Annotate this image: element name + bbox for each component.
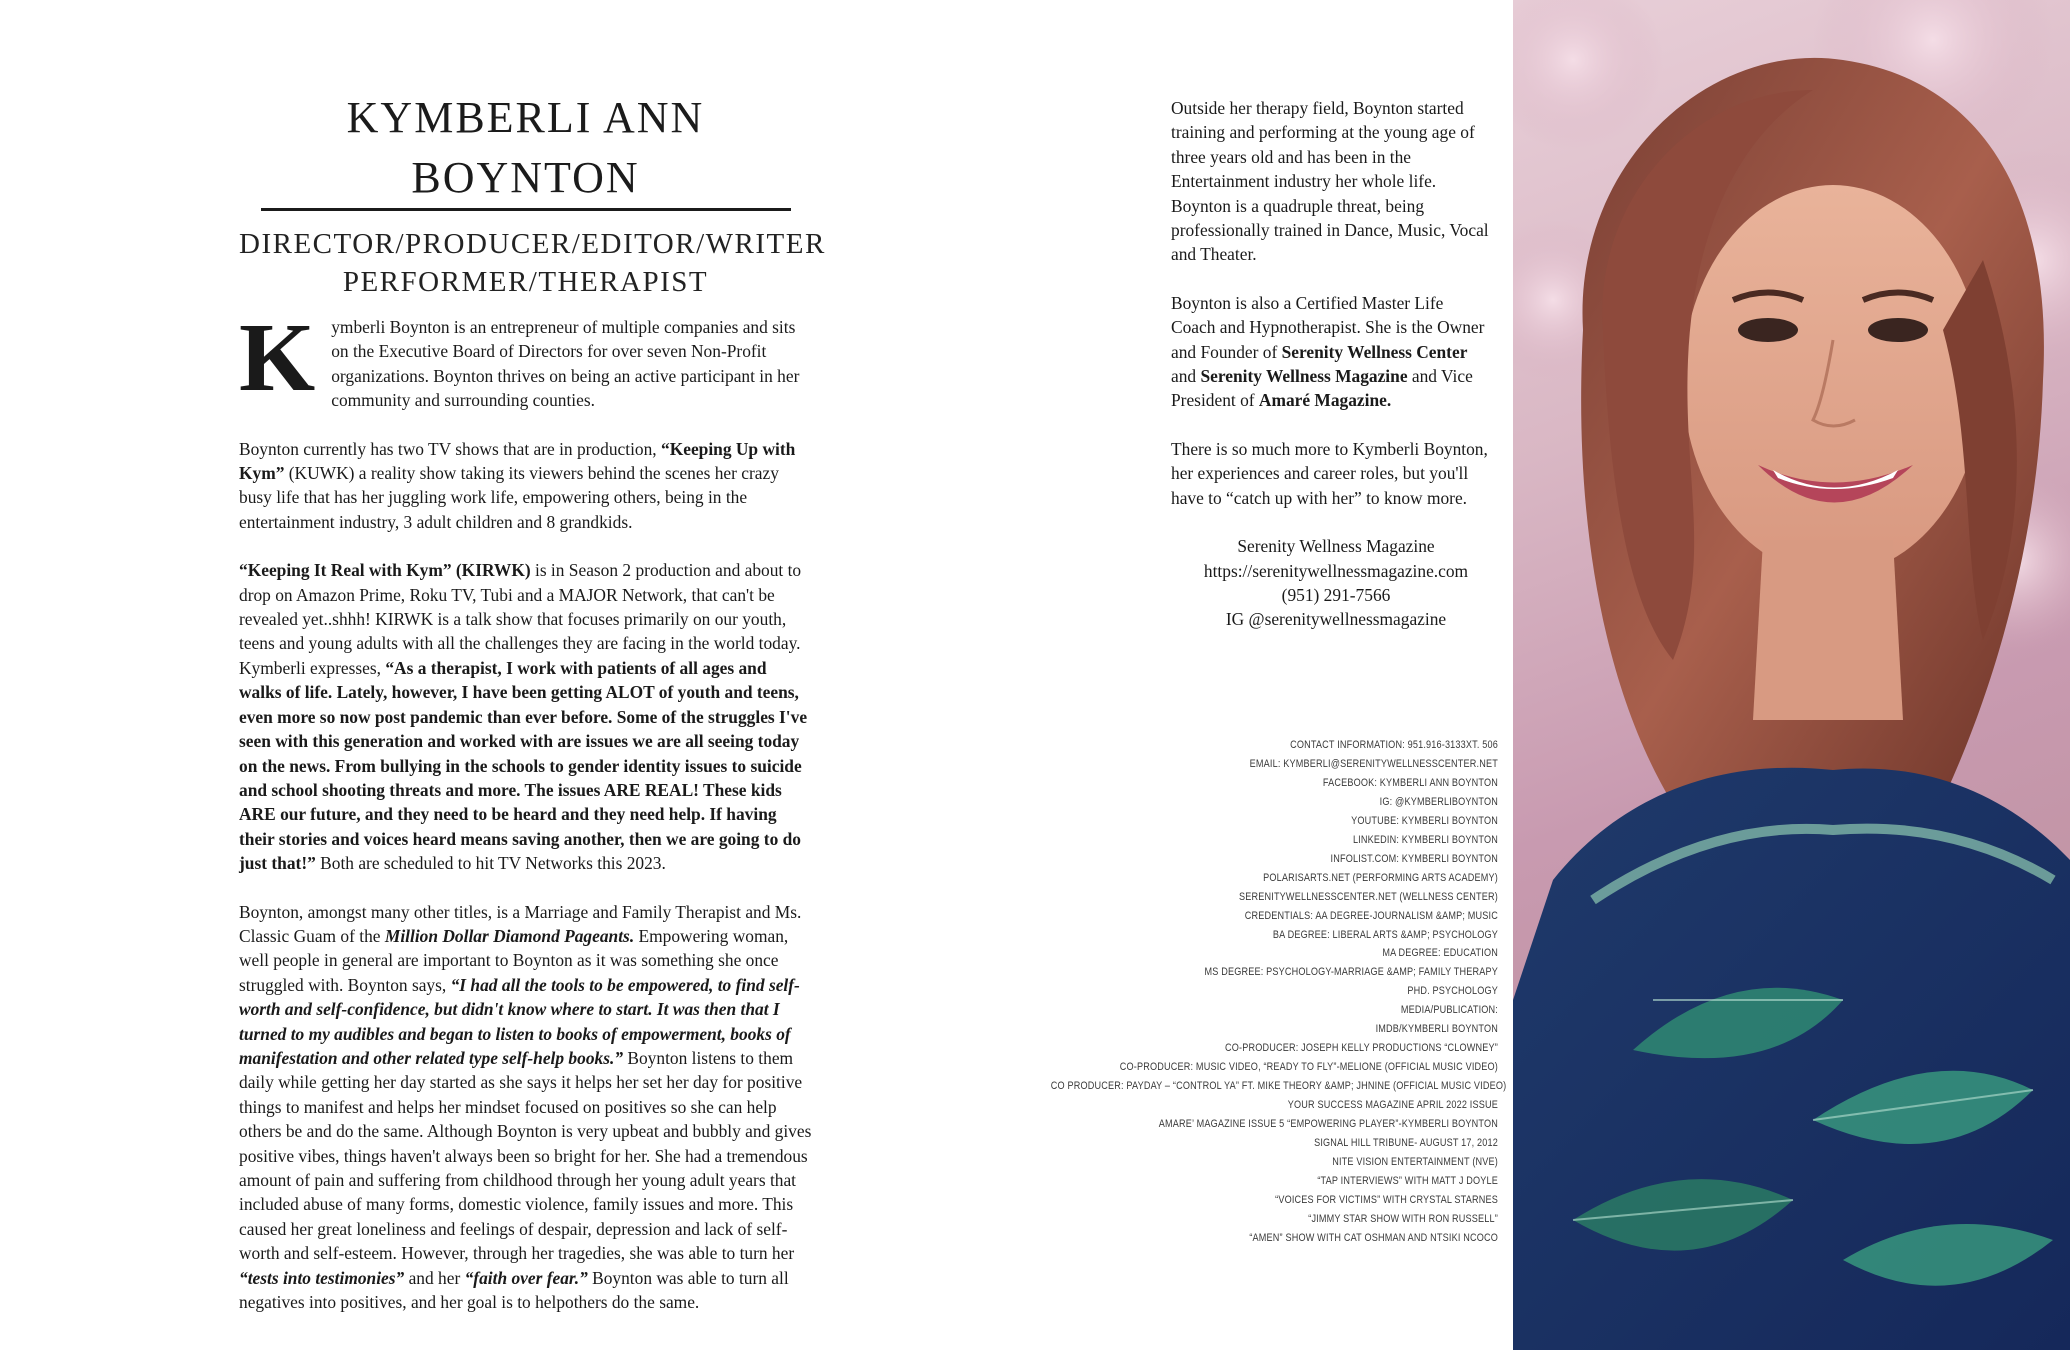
show-title-kirwk: “Keeping It Real with Kym” (KIRWK) xyxy=(239,560,531,581)
article-body xyxy=(239,304,812,1314)
website-link[interactable]: https://serenitywellnessmagazine.com xyxy=(1203,560,1469,581)
credit-line: “AMEN” SHOW WITH CAT OSHMAN AND NTSIKI NCOCO xyxy=(1249,1231,1498,1244)
credit-line: YOUTUBE: KYMBERLI BOYNTON xyxy=(1351,814,1498,827)
text-run: (KUWK) a reality show taking its viewers behind the scenes her crazy busy life that has her juggling work life, empowering others, being in the entertainment industry, 3 adult children and 8 grandkids. xyxy=(239,463,779,532)
credit-line: LINKEDIN: KYMBERLI BOYNTON xyxy=(1352,833,1498,846)
credit-line: NITE VISION ENTERTAINMENT (NVE) xyxy=(1332,1155,1498,1168)
pageant-name: Million Dollar Diamond Pageants. xyxy=(384,925,635,946)
credit-line: CO PRODUCER: PAYDAY – “CONTROL YA” FT. MIKE THEORY &AMP; JHNINE (OFFICIAL MUSIC VIDEO) xyxy=(1050,1080,1507,1093)
intro-paragraph xyxy=(239,304,812,413)
intro-text: ymberli Boynton is an entrepreneur of multiple companies and sits on the Executive Board of Directors for over seven Non-Profit organizations. Boynton thrives on being an active participant in her community and surrounding counties. xyxy=(331,317,800,411)
quote-italic: “faith over fear.” xyxy=(464,1267,588,1288)
phone-number: (951) 291-7566 xyxy=(1281,584,1391,605)
credit-line: POLARISARTS.NET (PERFORMING ARTS ACADEMY) xyxy=(1263,871,1498,884)
credit-line: EMAIL: KYMBERLI@SERENITYWELLNESSCENTER.NET xyxy=(1249,757,1498,770)
text-run: Boynton is also a Certified Master Life Coach and Hypnotherapist. She is the Owner and Founder of xyxy=(1171,292,1485,362)
roles-line-2: PERFORMER/THERAPIST xyxy=(342,266,709,298)
credit-line: FACEBOOK: KYMBERLI ANN BOYNTON xyxy=(1322,776,1498,789)
credit-line: BA DEGREE: LIBERAL ARTS &AMP; PSYCHOLOGY xyxy=(1272,928,1498,941)
coach-paragraph xyxy=(1171,291,1491,413)
portrait-illustration xyxy=(1513,0,2070,1350)
credit-line: CO-PRODUCER: JOSEPH KELLY PRODUCTIONS “CLOWNEY” xyxy=(1224,1042,1498,1055)
text-run: Boynton was able to turn all negatives into positives, and her goal is to helpothers do the same. xyxy=(239,1267,789,1313)
text-run: Boynton listens to them daily while getting her day started as she says it helps her set her day for positive things to manifest and helps her mindset focused on positives so she can help others be and do the same. Although Boynton is very upbeat and bubbly and gives positive vibes, things haven't always been so bright for her. She had a tremendous amount of pain and suffering from childhood through her young adult years that included abuse of many forms, domestic violence, family issues and more. This caused her great loneliness and feelings of despair, depression and lack of self-worth and self-esteem. However, through her tragedies, she was able to turn her xyxy=(239,1047,812,1264)
credit-line: IG: @KYMBERLIBOYNTON xyxy=(1379,795,1498,808)
tv-shows-paragraph xyxy=(239,437,812,535)
credit-line: INFOLIST.COM: KYMBERLI BOYNTON xyxy=(1330,852,1498,865)
entertainment-paragraph: Outside her therapy field, Boynton started training and performing at the young age of three years old and has been in the Entertainment industry her whole life. Boynton is a quadruple threat, being professionally trained in Dance, Music, Vocal and Theater. xyxy=(1171,98,1489,265)
credits-list xyxy=(1050,736,1507,1248)
article-right-column xyxy=(1171,96,1491,632)
credit-line: MA DEGREE: EDUCATION xyxy=(1382,947,1498,960)
roles-line-1: DIRECTOR/PRODUCER/EDITOR/WRITER xyxy=(239,228,826,260)
magazine-name: Serenity Wellness Magazine xyxy=(1237,536,1435,557)
text-run: Both are scheduled to hit TV Networks this 2023. xyxy=(315,853,666,874)
text-run: and xyxy=(1171,366,1201,387)
credit-line: AMARE’ MAGAZINE ISSUE 5 “EMPOWERING PLAYER”-KYMBERLI BOYNTON xyxy=(1158,1118,1498,1131)
contact-block xyxy=(1171,534,1501,632)
credit-line: “TAP INTERVIEWS” WITH MATT J DOYLE xyxy=(1317,1174,1498,1187)
credit-line: “JIMMY STAR SHOW WITH RON RUSSELL” xyxy=(1308,1212,1498,1225)
kirwk-paragraph xyxy=(239,558,812,875)
text-run: and her xyxy=(404,1267,465,1288)
therapist-paragraph xyxy=(239,900,812,1315)
show-title-kuwk: “Keeping Up with Kym” xyxy=(239,438,796,484)
credit-line: PHD. PSYCHOLOGY xyxy=(1407,985,1498,998)
text-run: and Vice President of xyxy=(1171,366,1473,411)
text-run: is in Season 2 production and about to drop on Amazon Prime, Roku TV, Tubi and a MAJOR Network, that can't be revealed yet..shhh! KIRWK is a talk show that focuses primarily on our youth, teens and young adults with all the challenges they are facing in the world today. Kymberli expresses, xyxy=(239,560,802,678)
title-underline xyxy=(261,208,791,211)
credit-line: IMDB/KYMBERLI BOYNTON xyxy=(1375,1023,1498,1036)
quote-italic: “tests into testimonies” xyxy=(239,1267,405,1288)
text-run: Empowering woman, well people in general are important to Boynton as it was something she once struggled with. Boynton says, xyxy=(239,925,789,995)
page-title: KYMBERLI ANN BOYNTON xyxy=(346,93,705,202)
credit-line: SERENITYWELLNESSCENTER.NET (WELLNESS CENTER) xyxy=(1238,890,1498,903)
credit-line: “VOICES FOR VICTIMS” WITH CRYSTAL STARNES xyxy=(1275,1193,1498,1206)
credit-line: YOUR SUCCESS MAGAZINE APRIL 2022 ISSUE xyxy=(1287,1099,1498,1112)
article-left-column xyxy=(239,88,826,1338)
org-name: Serenity Wellness Center xyxy=(1281,341,1468,362)
quote-italic: “I had all the tools to be empowered, to find self-worth and self-confidence, but didn't know where to start. It was then that I turned to my audibles and began to listen to books of empowerment, books of manifestation and other related type self-help books.” xyxy=(239,974,800,1068)
instagram-handle: IG @serenitywellnessmagazine xyxy=(1225,609,1447,630)
credit-line: CONTACT INFORMATION: 951.916-3133XT. 506 xyxy=(1290,739,1498,751)
drop-cap: K xyxy=(239,304,316,412)
quote-bold: “As a therapist, I work with patients of all ages and walks of life. Lately, however, I have been getting ALOT of youth and teens, even more so now post pandemic than ever before. Some of the struggles I've seen with this generation and worked with are issues we are all seeing today on the news. From bullying in the schools to gender identity issues to suicide and school shooting threats and more. The issues ARE REAL! These kids ARE our future, and they need to be heard and they need help. If having their stories and voices heard means saving another, then we are going to do just that!” xyxy=(239,657,808,874)
credit-line: SIGNAL HILL TRIBUNE- AUGUST 17, 2012 xyxy=(1314,1137,1498,1150)
text-run: Boynton currently has two TV shows that are in production, xyxy=(239,438,661,459)
article-body-continued xyxy=(1171,96,1491,510)
credit-line: MEDIA/PUBLICATION: xyxy=(1400,1004,1498,1017)
org-name: Amaré Magazine. xyxy=(1258,390,1392,411)
closing-paragraph: There is so much more to Kymberli Boynton, her experiences and career roles, but you'll have to “catch up with her” to know more. xyxy=(1171,438,1488,508)
text-run: Boynton, amongst many other titles, is a Marriage and Family Therapist and Ms. Classic Guam of the xyxy=(239,901,802,946)
credit-line: CREDENTIALS: AA DEGREE-JOURNALISM &AMP; MUSIC xyxy=(1244,909,1498,922)
org-name: Serenity Wellness Magazine xyxy=(1200,366,1408,387)
roles-subtitle xyxy=(239,225,826,301)
credit-line: CO-PRODUCER: MUSIC VIDEO, “READY TO FLY”-MELIONE (OFFICIAL MUSIC VIDEO) xyxy=(1119,1061,1498,1074)
portrait-photo xyxy=(1513,0,2070,1350)
credit-line: MS DEGREE: PSYCHOLOGY-MARRIAGE &AMP; FAMILY THERAPY xyxy=(1204,966,1498,979)
